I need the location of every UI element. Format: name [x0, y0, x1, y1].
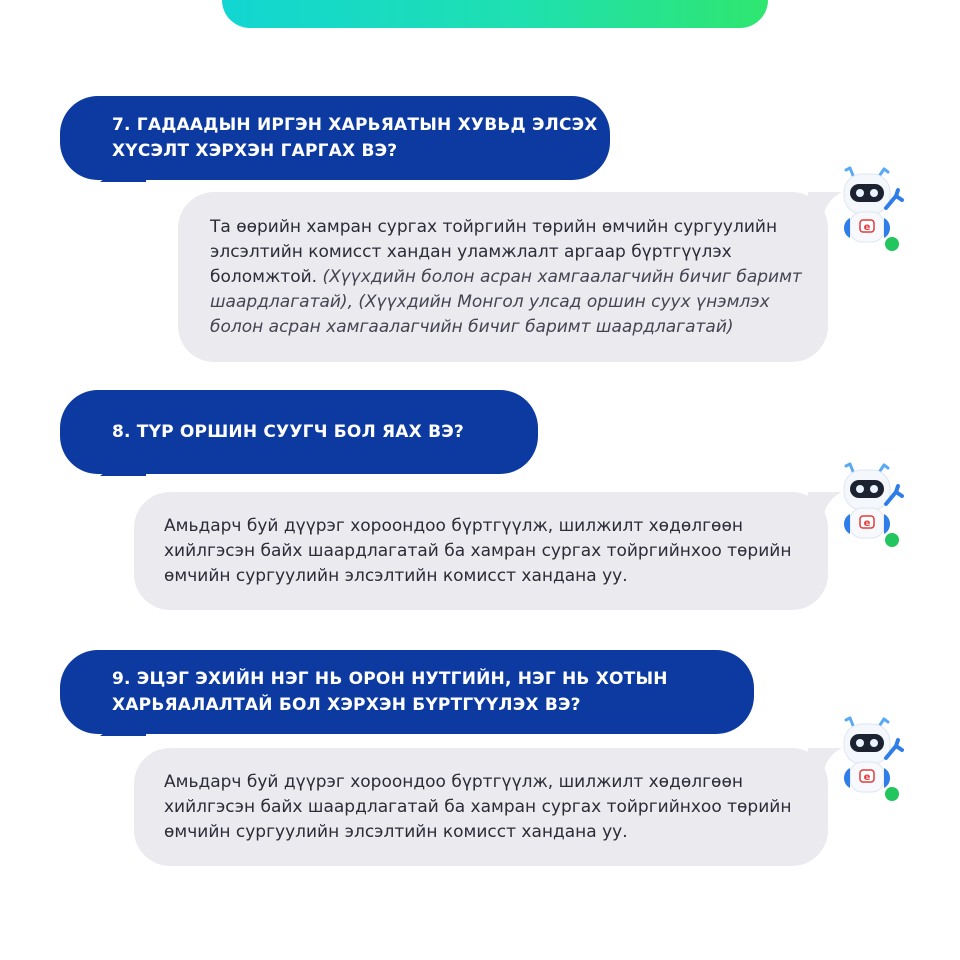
answer-main: Амьдарч буй дүүрэг хороондоо бүртгүүлж, шилжилт хөдөлгөөн хийлгэсэн байх шаардлагатай ба хамран сургах тойргийнхоо төрийн өмчийн сургуулийн элсэлтийн комисст хандана уу. — [164, 515, 792, 586]
faq-8-question-bubble — [60, 390, 538, 474]
answer-main: Та өөрийн хамран сургах тойргийн төрийн өмчийн сургуулийн элсэлтийн комисст хандан уламжлалт аргаар бүртгүүлэх — [210, 216, 778, 262]
faq-answer-text — [164, 514, 798, 589]
faq-answer-text — [164, 770, 798, 845]
faq-question-text: 9. ЭЦЭГ ЭХИЙН НЭГ НЬ ОРОН НУТГИЙН, НЭГ НЬ ХОТЫН ХАРЬЯАЛАЛТАЙ БОЛ ХЭРХЭН БҮРТГҮҮЛЭХ ВЭ? — [112, 669, 668, 715]
faq-8-answer-bubble — [134, 492, 828, 610]
faq-7-answer-bubble — [178, 192, 828, 362]
answer-note: (Хүүхдийн болон асран хамгаалагчийн бичиг баримт шаардлагатай), (Хүүхдийн Монгол улсад оршин суух үнэмлэх болон асран хамгаалагчийн бичиг баримт шаардлагатай) — [210, 266, 802, 337]
robot-mascot-icon — [836, 460, 906, 550]
robot-mascot-icon — [836, 714, 906, 804]
svg-text:e: e — [863, 222, 871, 233]
speech-tail-icon — [100, 440, 146, 476]
faq-9-question-bubble — [60, 650, 754, 734]
faq-9-answer-bubble — [134, 748, 828, 866]
answer-main: Амьдарч буй дүүрэг хороондоо бүртгүүлж, шилжилт хөдөлгөөн хийлгэсэн байх шаардлагатай ба хамран сургах тойргийнхоо төрийн өмчийн сургуулийн элсэлтийн комисст хандана уу. — [164, 771, 792, 842]
faq-7-question-bubble — [60, 96, 610, 180]
svg-text:e: e — [863, 772, 871, 783]
faq-question-text: 7. ГАДААДЫН ИРГЭН ХАРЬЯАТЫН ХУВЬД ЭЛСЭХ ХҮСЭЛТ ХЭРХЭН ГАРГАХ ВЭ? — [112, 115, 598, 161]
faq-question-text: 8. ТҮР ОРШИН СУУГЧ БОЛ ЯАХ ВЭ? — [112, 422, 464, 442]
faq-answer-text — [210, 215, 806, 340]
answer-emphasis: боломжтой. — [210, 266, 318, 287]
robot-mascot-icon — [836, 164, 906, 254]
top-banner — [222, 0, 768, 28]
svg-text:e: e — [863, 518, 871, 529]
